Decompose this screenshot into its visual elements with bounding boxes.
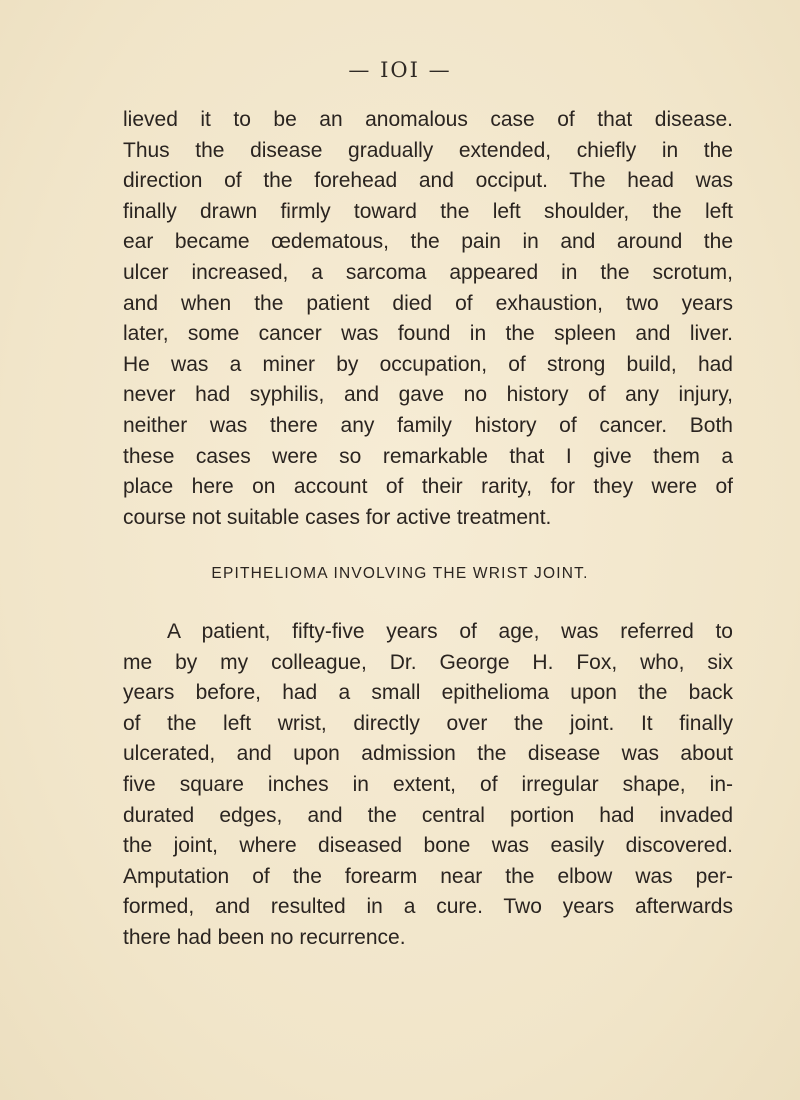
text-line: durated edges, and the central portion had invaded [123,803,733,827]
text-line: Amputation of the forearm near the elbow was per- [123,864,733,888]
text-line: place here on account of their rarity, for they were of [123,475,733,499]
text-line: direction of the forehead and occiput. The head was [123,169,733,193]
text-line: finally drawn firmly toward the left shoulder, the left [123,199,733,223]
text-line: years before, had a small epithelioma upon the back [123,681,733,705]
text-line: of the left wrist, directly over the joint. It finally [123,711,733,735]
text-line: there had been no recurrence. [123,925,406,949]
text-line: never had syphilis, and gave no history of any injury, [123,383,733,407]
text-line: formed, and resulted in a cure. Two years afterwards [123,895,733,919]
text-line: ulcer increased, a sarcoma appeared in the scrotum, [123,260,733,284]
text-line: neither was there any family history of cancer. Both [123,413,733,437]
page-number: — IOI — [348,58,452,82]
text-line: He was a miner by occupation, of strong build, had [123,352,733,376]
text-line: ulcerated, and upon admission the disease was about [123,742,733,766]
section-heading: EPITHELIOMA INVOLVING THE WRIST JOINT. [211,565,589,582]
text-line: these cases were so remarkable that I give them a [123,444,733,468]
text-line: and when the patient died of exhaustion, two years [123,291,733,315]
text-line: me by my colleague, Dr. George H. Fox, who, six [123,650,733,674]
text-line: lieved it to be an anomalous case of that disease. [123,108,733,131]
text-line: the joint, where diseased bone was easily discovered. [123,834,733,858]
text-line: A patient, fifty-five years of age, was referred to [167,620,733,643]
text-line: course not suitable cases for active treatment. [123,505,552,529]
text-line: Thus the disease gradually extended, chiefly in the [123,138,733,162]
paragraph-continued-case [123,105,733,533]
paragraph-wrist-case [123,617,733,954]
text-line: ear became œdematous, the pain in and around the [123,230,733,254]
text-line: later, some cancer was found in the spleen and liver. [123,322,733,346]
text-line: five square inches in extent, of irregular shape, in- [123,772,733,796]
